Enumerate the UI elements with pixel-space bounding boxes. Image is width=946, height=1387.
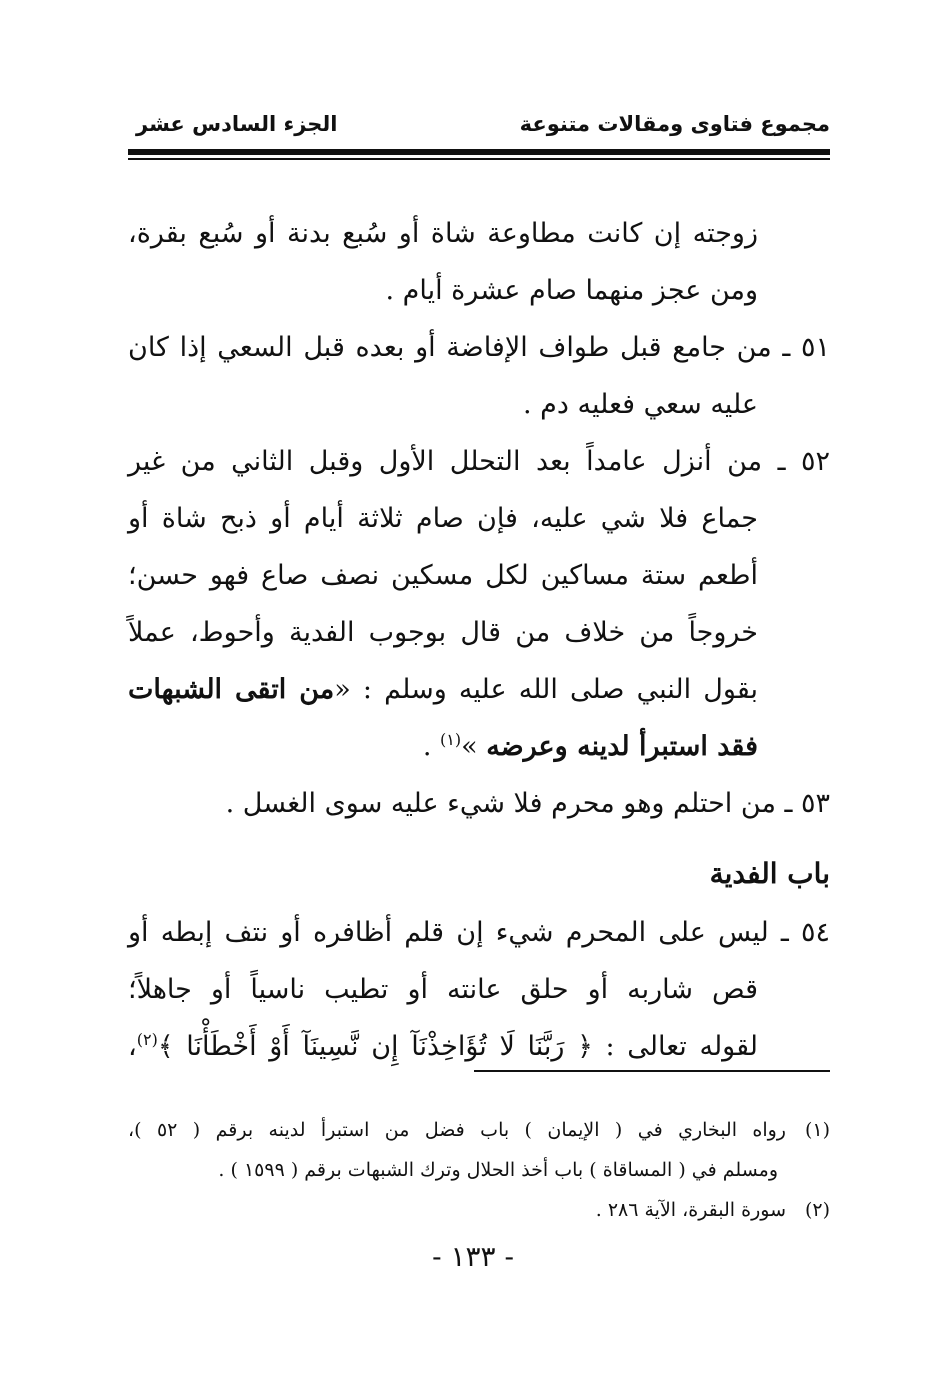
text-line: ومن عجز منهما صام عشرة أيام .: [385, 275, 758, 306]
item-54: ٥٤ ـ ليس على المحرم شيء إن قلم أظافره أو نتف إبطه أو: [128, 917, 830, 948]
text-line: عليه سعي فعليه دم .: [523, 389, 758, 420]
footnote-ref-1: (١): [440, 730, 462, 749]
header-rule-thick: [128, 149, 830, 155]
text-line: قص شاربه أو حلق عانته أو تطيب ناسياً أو جاهلاً؛: [128, 974, 758, 1005]
hadith-quote-end: فقد استبرأ لدينه وعرضه: [486, 731, 758, 762]
footnotes: [128, 1110, 830, 1230]
footnote-separator: [474, 1070, 830, 1072]
item-51: ٥١ ـ من جامع قبل طواف الإفاضة أو بعده قبل السعي إذا كان: [128, 332, 830, 363]
quran-verse: لقوله تعالى : ﴿ رَبَّنَا لَا تُؤَاخِذْنَآ إِن نَّسِينَآ أَوْ أَخْطَأْنَا ﴾: [157, 1031, 758, 1062]
volume-label: الجزء السادس عشر: [136, 112, 338, 136]
footnote-marker: (٢): [804, 1199, 830, 1221]
main-text: [128, 205, 830, 1075]
hadith-quote: من اتقى الشبهات: [128, 674, 335, 705]
footnote-1-cont: ومسلم في ( المساقاة ) باب أخذ الحلال وترك الشبهات برقم ( ١٥٩٩ ) .: [218, 1159, 778, 1181]
footnote-ref-2: (٢): [136, 1030, 158, 1049]
book-title: مجموع فتاوى ومقالات متنوعة: [519, 112, 830, 136]
text-line: جماع فلا شي عليه، فإن صام ثلاثة أيام أو ذبح شاة أو: [128, 503, 758, 534]
item-52: ٥٢ ـ من أنزل عامداً بعد التحلل الأول وقبل الثاني من غير: [128, 446, 830, 477]
item-53: ٥٣ ـ من احتلم وهو محرم فلا شيء عليه سوى الغسل .: [225, 788, 830, 819]
page-number: - ١٣٣ -: [432, 1240, 514, 1273]
text-line: زوجته إن كانت مطاوعة شاة أو سُبع بدنة أو سُبع بقرة،: [128, 218, 758, 249]
footnote-marker: (١): [804, 1119, 830, 1141]
footnote-1: (١)رواه البخاري في ( الإيمان ) باب فضل من استبرأ لدينه برقم ( ٥٢ )،: [128, 1110, 830, 1150]
text-line: خروجاً من خلاف من قال بوجوب الفدية وأحوط، عملاً: [128, 617, 758, 648]
text-line: فقد استبرأ لدينه وعرضه »$^{(١)}$ .: [422, 730, 758, 762]
section-heading: باب الفدية: [709, 857, 830, 890]
running-header: [128, 112, 830, 142]
text-line: أطعم ستة مساكين لكل مسكين نصف صاع فهو حسن؛: [128, 560, 758, 591]
text-line: لقوله تعالى : ﴿ رَبَّنَا لَا تُؤَاخِذْنَآ إِن نَّسِينَآ أَوْ أَخْطَأْنَا ﴾$^{(٢)}$،: [128, 1030, 758, 1062]
header-rule-thin: [128, 158, 830, 160]
text-line: بقول النبي صلى الله عليه وسلم : «من اتقى الشبهات: [128, 674, 759, 705]
footnote-2: (٢)سورة البقرة، الآية ٢٨٦ .: [128, 1190, 830, 1230]
